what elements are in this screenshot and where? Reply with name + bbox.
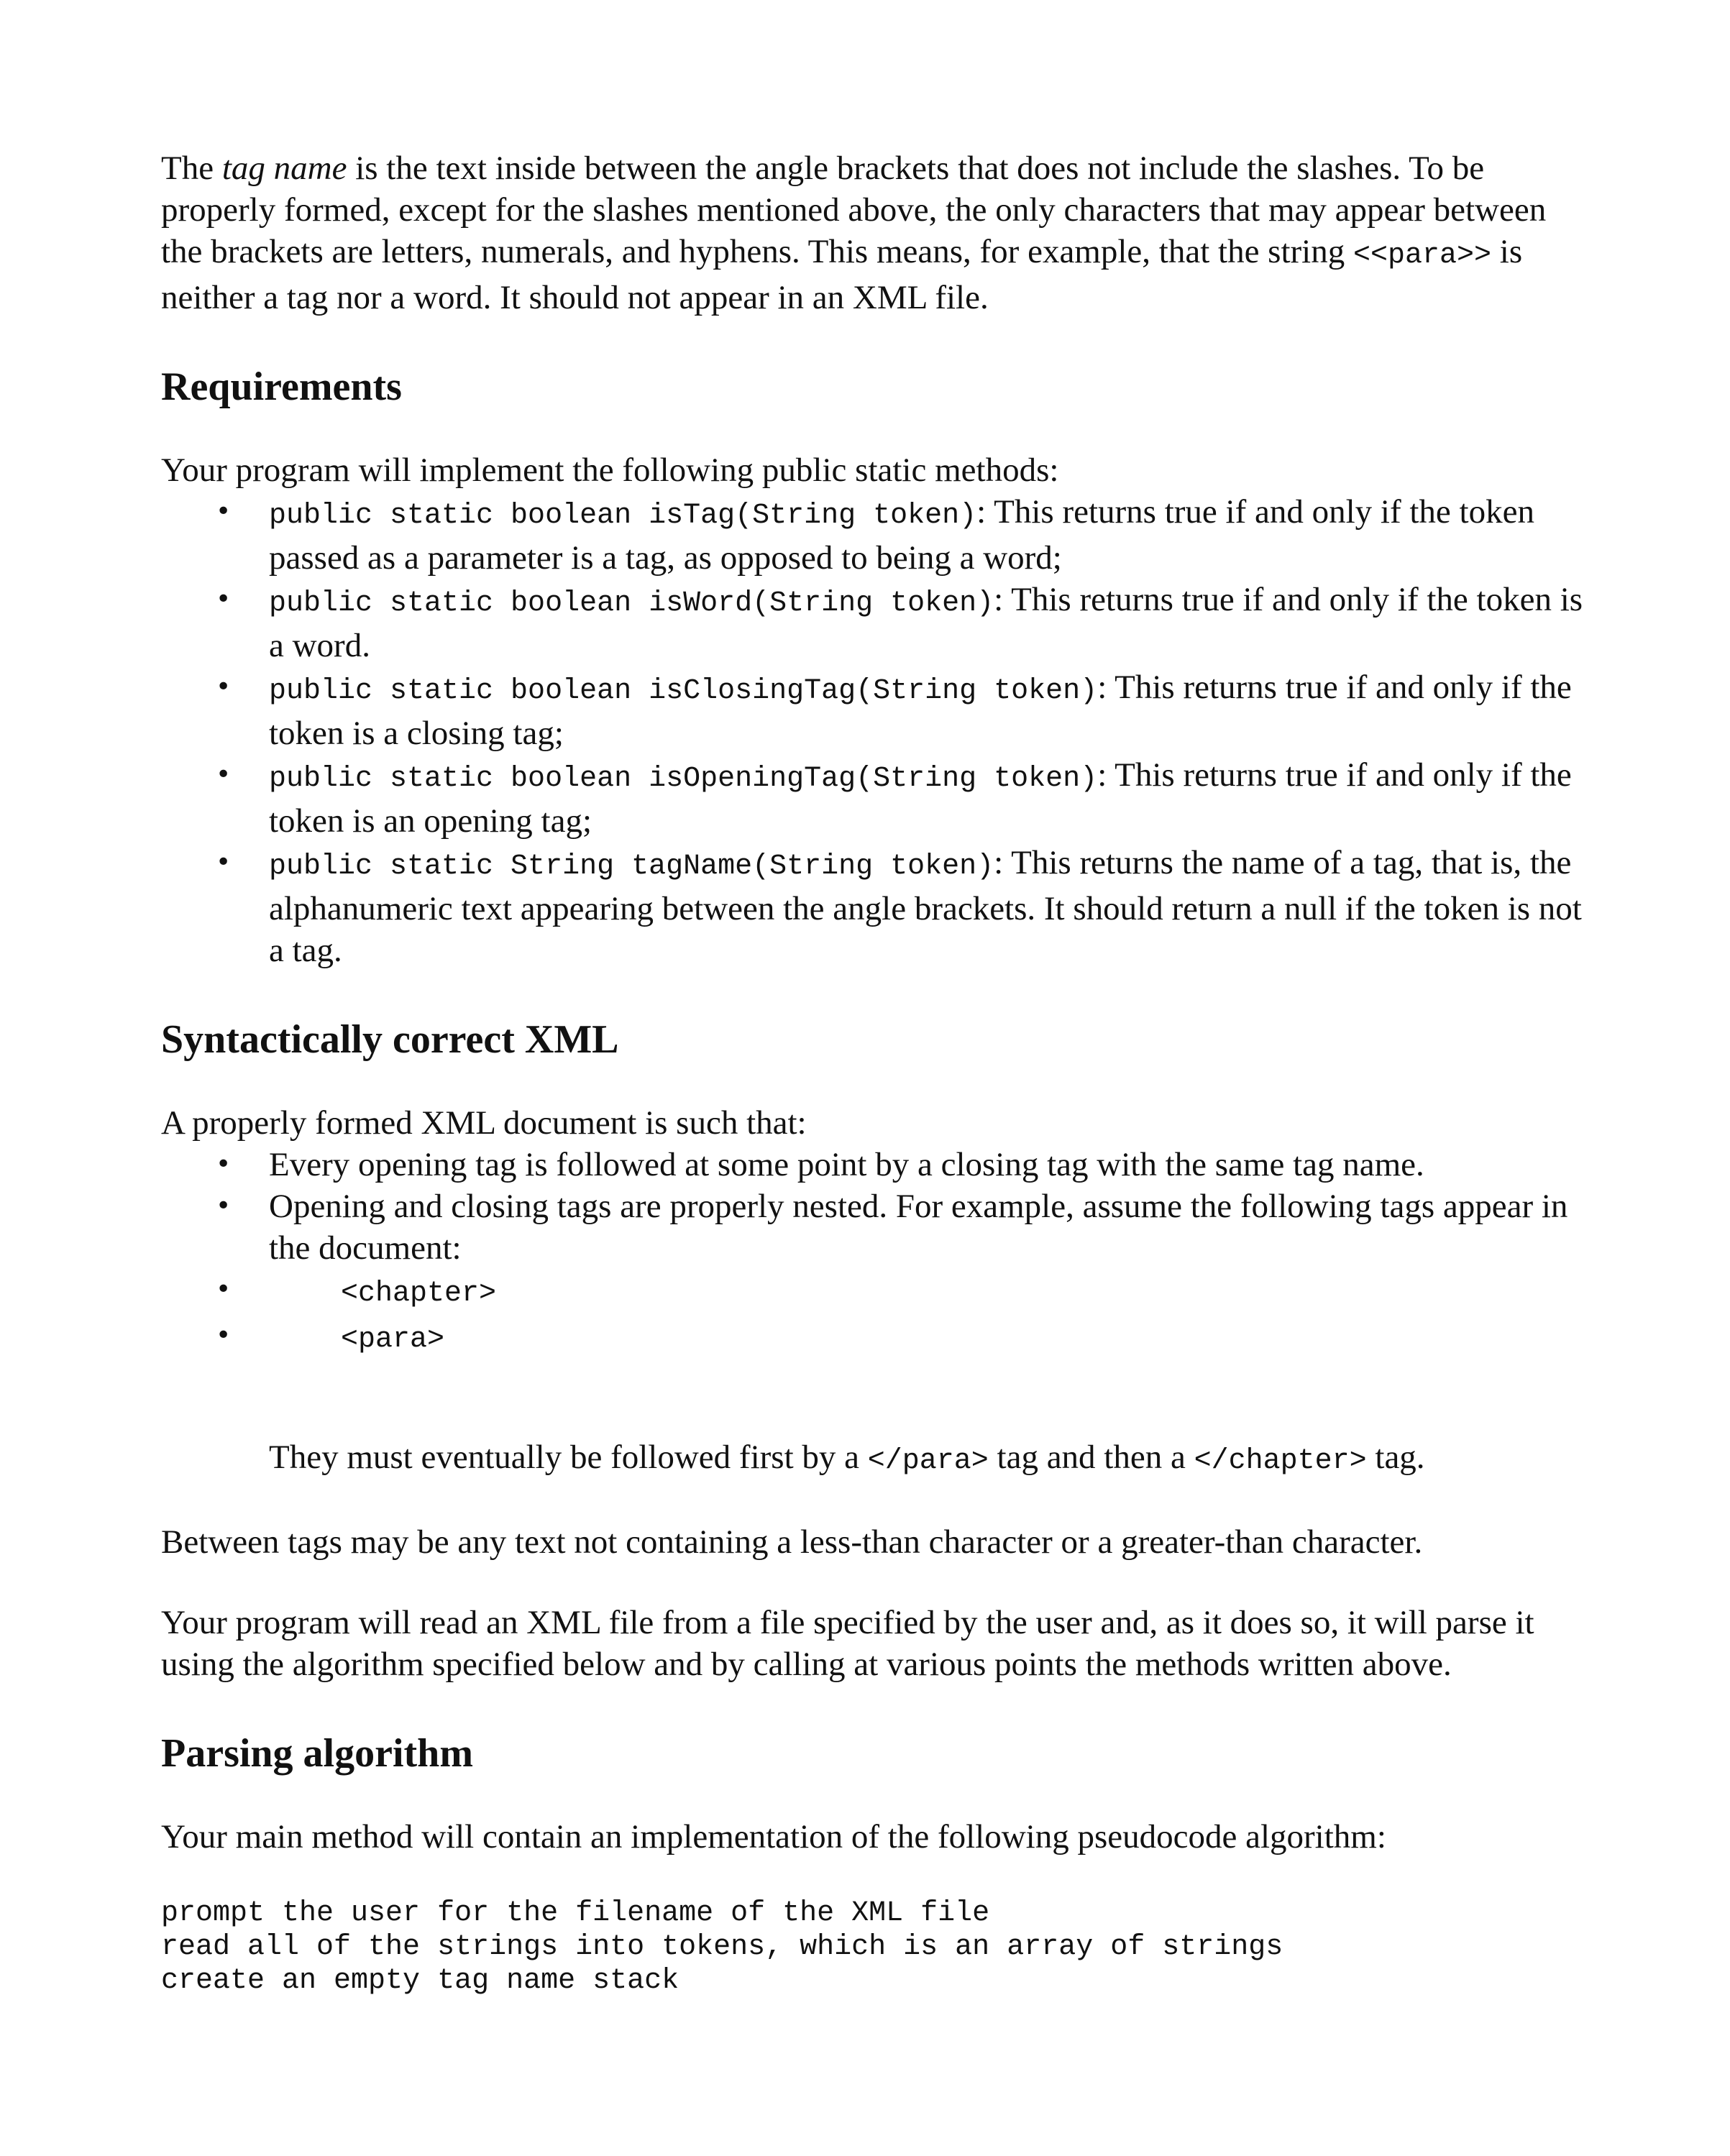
list-item — [161, 1315, 1585, 1361]
bullet-icon: • — [216, 497, 232, 526]
syntax-lead: A properly formed XML document is such that: — [161, 1104, 807, 1142]
intro-text: The — [161, 150, 222, 187]
bullet-icon: • — [216, 1275, 232, 1304]
list-item-text: Opening and closing tags are properly nested. For example, assume the following tags appear in the document: — [269, 1188, 1568, 1267]
requirements-heading: Requirements — [161, 364, 402, 409]
list-item-code: <chapter> — [341, 1277, 497, 1310]
method-description: : This returns true if and only if the token is a word. — [269, 581, 1583, 664]
bullet-icon: • — [216, 848, 232, 877]
list-item — [161, 1185, 1585, 1269]
between-paragraph: Between tags may be any text not containing a less-than character or a greater-than character. — [161, 1523, 1423, 1561]
syntax-heading: Syntactically correct XML — [161, 1017, 619, 1062]
pseudocode-block — [161, 1896, 1585, 1998]
bullet-icon: • — [216, 672, 232, 702]
list-item — [161, 1269, 1585, 1315]
bullet-icon: • — [216, 1321, 232, 1350]
follow-code-chapter: </chapter> — [1194, 1445, 1367, 1477]
parsing-lead: Your main method will contain an implementation of the following pseudocode algorithm: — [161, 1818, 1386, 1855]
intro-emphasis: tag name — [221, 150, 347, 187]
methods-list — [161, 491, 1585, 971]
requirements-lead: Your program will implement the following public static methods: — [161, 451, 1059, 489]
parsing-heading: Parsing algorithm — [161, 1731, 473, 1776]
follow-paragraph — [161, 1436, 1585, 1482]
intro-text-3: is neither a tag nor a word. It should not appear in an XML file. — [161, 233, 1523, 316]
method-signature: public static String tagName(String token) — [269, 850, 994, 883]
syntax-list — [161, 1144, 1585, 1361]
method-description: : This returns the name of a tag, that is, the alphanumeric text appearing between the angle brackets. It should return a null if the token is not a tag. — [269, 844, 1582, 969]
code-line: prompt the user for the filename of the XML file — [161, 1897, 990, 1930]
read-paragraph: Your program will read an XML file from a file specified by the user and, as it does so, it will parse it using the algorithm specified below and by calling at various points the methods written above. — [161, 1604, 1534, 1683]
bullet-icon: • — [216, 760, 232, 789]
intro-code: <<para>> — [1353, 239, 1492, 272]
intro-paragraph — [161, 147, 1585, 318]
method-signature: public static boolean isWord(String token) — [269, 587, 994, 620]
list-item — [161, 754, 1585, 842]
document-page — [161, 147, 1585, 1998]
method-description: : This returns true if and only if the token is a closing tag; — [269, 669, 1572, 752]
follow-text-3: tag. — [1366, 1439, 1425, 1476]
method-description: : This returns true if and only if the token passed as a parameter is a tag, as opposed to being a word; — [269, 493, 1534, 577]
method-description: : This returns true if and only if the token is an opening tag; — [269, 756, 1572, 840]
bullet-icon: • — [216, 1150, 232, 1179]
method-signature: public static boolean isTag(String token) — [269, 500, 977, 532]
list-item — [161, 842, 1585, 971]
list-item — [161, 666, 1585, 754]
list-item — [161, 579, 1585, 666]
list-item — [161, 491, 1585, 579]
bullet-icon: • — [216, 1191, 232, 1221]
intro-text-2: is the text inside between the angle brackets that does not include the slashes. To be properly formed, except for the slashes mentioned above, the only characters that may appear between the brackets are letters, numerals, and hyphens. This means, for example, that the string — [161, 150, 1547, 270]
follow-code-para: </para> — [867, 1445, 989, 1477]
code-line: read all of the strings into tokens, which is an array of strings — [161, 1931, 1283, 1963]
follow-text: They must eventually be followed first by a — [269, 1439, 868, 1476]
code-line: create an empty tag name stack — [161, 1965, 679, 1997]
bullet-icon: • — [216, 584, 232, 614]
list-item-text: Every opening tag is followed at some point by a closing tag with the same tag name. — [269, 1146, 1424, 1183]
method-signature: public static boolean isClosingTag(String token) — [269, 675, 1098, 707]
method-signature: public static boolean isOpeningTag(String token) — [269, 763, 1098, 795]
list-item — [161, 1144, 1585, 1185]
follow-text-2: tag and then a — [988, 1439, 1194, 1476]
list-item-code: <para> — [341, 1324, 445, 1356]
